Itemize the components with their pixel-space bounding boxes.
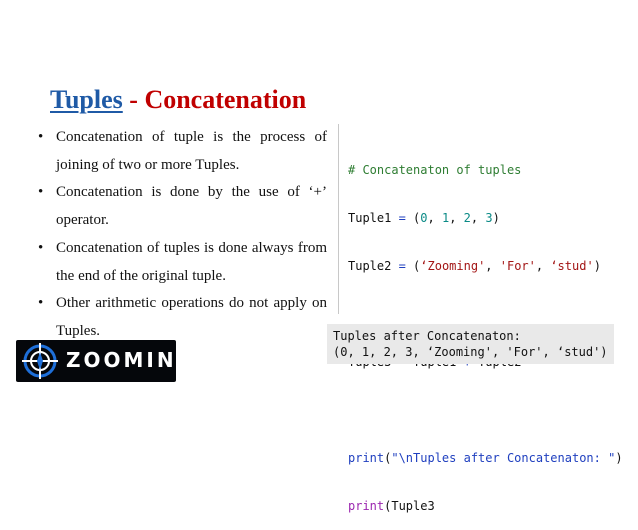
title-separator: - [122, 85, 145, 114]
code-number: 3 [485, 211, 493, 225]
code-builtin: print [348, 451, 385, 465]
bullet-item: • Concatenation of tuple is the process of joining of two or more Tuples. [38, 124, 327, 179]
code-token: ) [593, 259, 601, 273]
crosshair-target-icon [16, 340, 64, 382]
code-token: ) [492, 211, 500, 225]
zooming-logo [16, 340, 197, 382]
bullet-item: • Concatenation of tuples is done always from the end of the original tuple. [38, 235, 327, 290]
bullet-list [38, 124, 327, 346]
code-token: (Tuple3 [384, 499, 435, 513]
output-box [327, 324, 614, 364]
code-token: = [398, 259, 406, 273]
title-tuples: Tuples [50, 85, 123, 114]
bullet-item: • Concatenation is done by the use of ‘+’ operator. [38, 179, 327, 234]
code-token: Tuple2 [348, 259, 399, 273]
code-line-tuple1: Tuple1 = (0, 1, 2, 3) [348, 211, 500, 225]
output-line: Tuples after Concatenaton: [333, 329, 521, 343]
code-number: 1 [441, 211, 450, 225]
code-line-print2 [348, 498, 623, 514]
code-blank-line [348, 306, 623, 322]
code-token: ( [384, 451, 392, 465]
code-number: 2 [463, 211, 471, 225]
code-token: Tuple1 [348, 211, 399, 225]
code-string: ‘stud' [550, 259, 594, 273]
logo-text: ZOOMING [66, 348, 197, 372]
code-builtin: print [348, 499, 385, 513]
code-token: ) [615, 451, 623, 465]
code-token: ( [405, 211, 421, 225]
code-string: 'For' [499, 259, 536, 273]
code-line-tuple2: Tuple2 = (‘Zooming', 'For', ‘stud') [348, 259, 601, 273]
code-token: = [398, 211, 406, 225]
output-line: (0, 1, 2, 3, ‘Zooming', 'For', ‘stud') [333, 345, 608, 359]
title-concatenation: Concatenation [144, 85, 307, 114]
code-string: "\nTuples after Concatenaton: " [391, 451, 616, 465]
code-divider [338, 124, 339, 314]
bullet-item: • Other arithmetic operations do not apply on Tuples. [38, 290, 327, 345]
code-string: ‘Zooming' [420, 259, 486, 273]
slide-title [50, 84, 306, 116]
code-blank-line [348, 402, 623, 418]
code-number: 0 [420, 211, 428, 225]
code-token: ( [405, 259, 421, 273]
code-comment: # Concatenaton of tuples [348, 163, 522, 177]
code-line-print1 [348, 450, 623, 466]
